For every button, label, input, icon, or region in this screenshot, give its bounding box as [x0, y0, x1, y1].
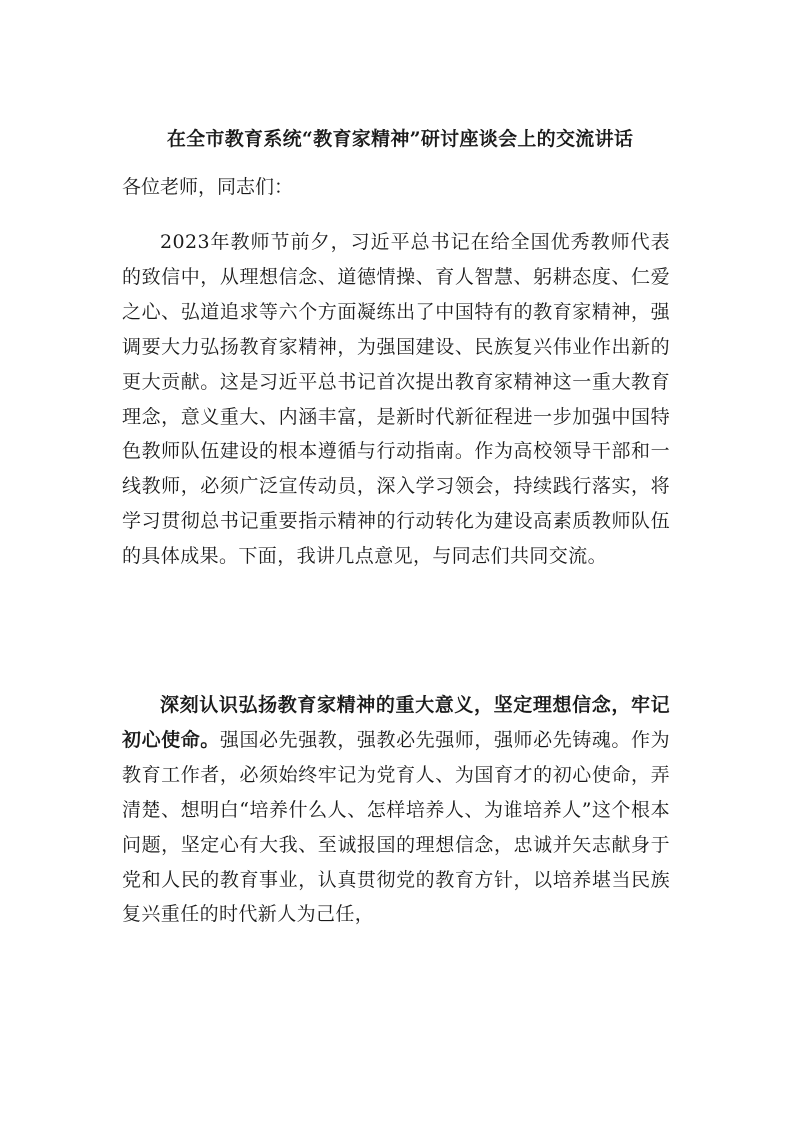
section-heading-inline: 深刻认识弘扬教育家精神的重大意义，坚定理想信念，牢记初心使命。	[122, 694, 670, 751]
salutation: 各位老师，同志们：	[122, 176, 294, 198]
document-title: 在全市教育系统“教育家精神”研讨座谈会上的交流讲话	[166, 128, 634, 150]
paragraph-text: 2023年教师节前夕，习近平总书记在给全国优秀教师代表的致信中，从理想信念、道德情操、育人智慧、躬耕态度、仁爱之心、弘道追求等六个方面凝练出了中国特有的教育家精神，强调要大力弘扬教育家精神，为强国建设、民族复兴伟业作出新的更大贡献。这是习近平总书记首次提出教育家精神这一重大教育理念，意义重大、内涵丰富，是新时代新征程进一步加强中国特色教师队伍建设的根本遵循与行动指南。作为高校领导干部和一线教师，必须广泛宣传动员，深入学习领会，持续践行落实，将学习贯彻总书记重要指示精神的行动转化为建设高素质教师队伍的具体成果。下面，我讲几点意见，与同志们共同交流。	[122, 231, 670, 568]
body-paragraph-1	[122, 225, 670, 574]
paragraph-text: 强国必先强教，强教必先强师，强师必先铸魂。作为教育工作者，必须始终牢记为党育人、为国育才的初心使命，弄清楚、想明白“培养什么人、怎样培养人、为谁培养人”这个根本问题，坚定心有大我、至诚报国的理想信念，忠诚并矢志献身于党和人民的教育事业，认真贯彻党的教育方针，以培养堪当民族复兴重任的时代新人为己任，	[122, 728, 670, 926]
body-paragraph-2	[122, 688, 670, 932]
